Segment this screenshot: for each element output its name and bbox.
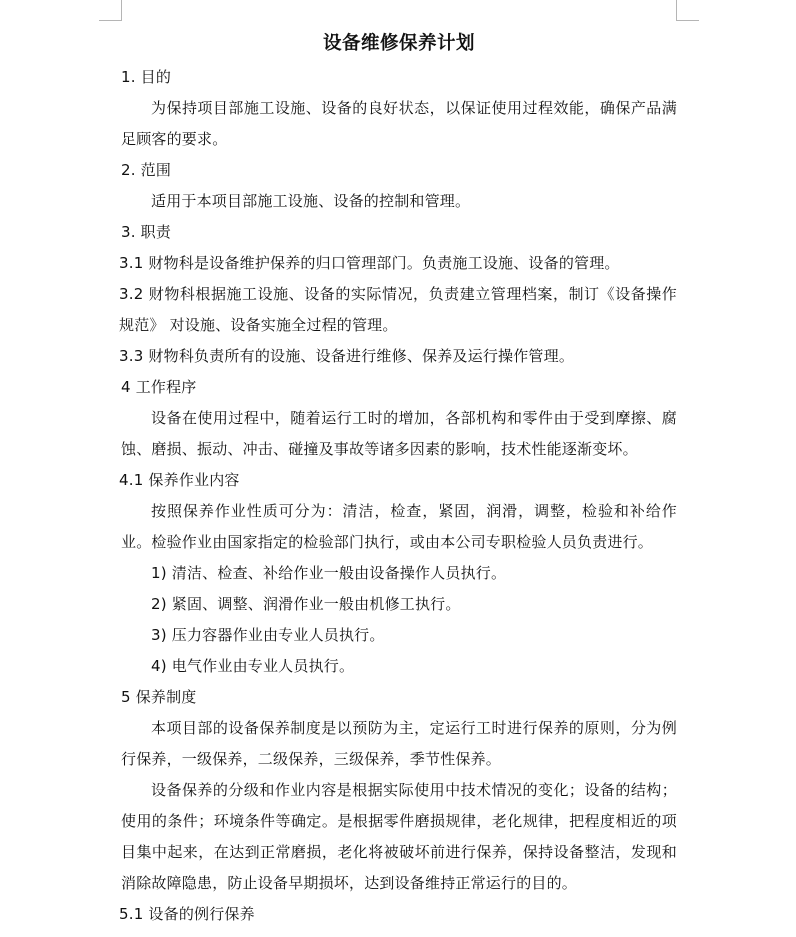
- paragraph: 4.1 保养作业内容: [119, 471, 240, 489]
- list-item: 3) 压力容器作业由专业人员执行。: [151, 626, 385, 644]
- section-heading: 3. 职责: [121, 223, 172, 241]
- page-corner-mark-top-right: [676, 0, 699, 21]
- list-item: 1) 清洁、检查、补给作业一般由设备操作人员执行。: [151, 564, 507, 582]
- section-heading: 4 工作程序: [121, 378, 197, 396]
- list-item: 4) 电气作业由专业人员执行。: [151, 657, 355, 675]
- paragraph: 按照保养作业性质可分为：清洁，检查，紧固，润滑，调整，检验和补给作业。检验作业由国家指定的检验部门执行，或由本公司专职检验人员负责进行。: [121, 502, 677, 551]
- section-heading: 1. 目的: [121, 68, 172, 86]
- paragraph: 3.1 财物科是设备维护保养的归口管理部门。负责施工设施、设备的管理。: [119, 254, 620, 272]
- paragraph: 设备在使用过程中，随着运行工时的增加，各部机构和零件由于受到摩擦、腐蚀、磨损、振动、冲击、碰撞及事故等诸多因素的影响，技术性能逐渐变坏。: [121, 409, 677, 458]
- document-page: [121, 28, 677, 930]
- section-heading: 5 保养制度: [121, 688, 197, 706]
- list-item: 2) 紧固、调整、润滑作业一般由机修工执行。: [151, 595, 461, 613]
- paragraph: 3.3 财物科负责所有的设施、设备进行维修、保养及运行操作管理。: [119, 347, 575, 365]
- paragraph: 适用于本项目部施工设施、设备的控制和管理。: [151, 192, 471, 210]
- paragraph: 设备保养的分级和作业内容是根据实际使用中技术情况的变化；设备的结构；使用的条件；环境条件等确定。是根据零件磨损规律，老化规律，把程度相近的项目集中起来，在达到正常磨损，老化将被破坏前进行保养，保持设备整洁，发现和消除故障隐患，防止设备早期损坏，达到设备维持正常运行的目的。: [121, 781, 677, 892]
- page-corner-mark-top-left: [99, 0, 122, 21]
- paragraph: 为保持项目部施工设施、设备的良好状态，以保证使用过程效能，确保产品满足顾客的要求。: [121, 99, 677, 148]
- paragraph: 5.1 设备的例行保养: [119, 905, 255, 923]
- document-title: 设备维修保养计划: [322, 33, 475, 54]
- section-heading: 2. 范围: [121, 161, 172, 179]
- paragraph: 本项目部的设备保养制度是以预防为主，定运行工时进行保养的原则，分为例行保养，一级保养，二级保养，三级保养，季节性保养。: [121, 719, 677, 768]
- document-body: [121, 62, 677, 930]
- paragraph: 3.2 财物科根据施工设施、设备的实际情况，负责建立管理档案，制订《设备操作规范》 对设施、设备实施全过程的管理。: [119, 285, 677, 334]
